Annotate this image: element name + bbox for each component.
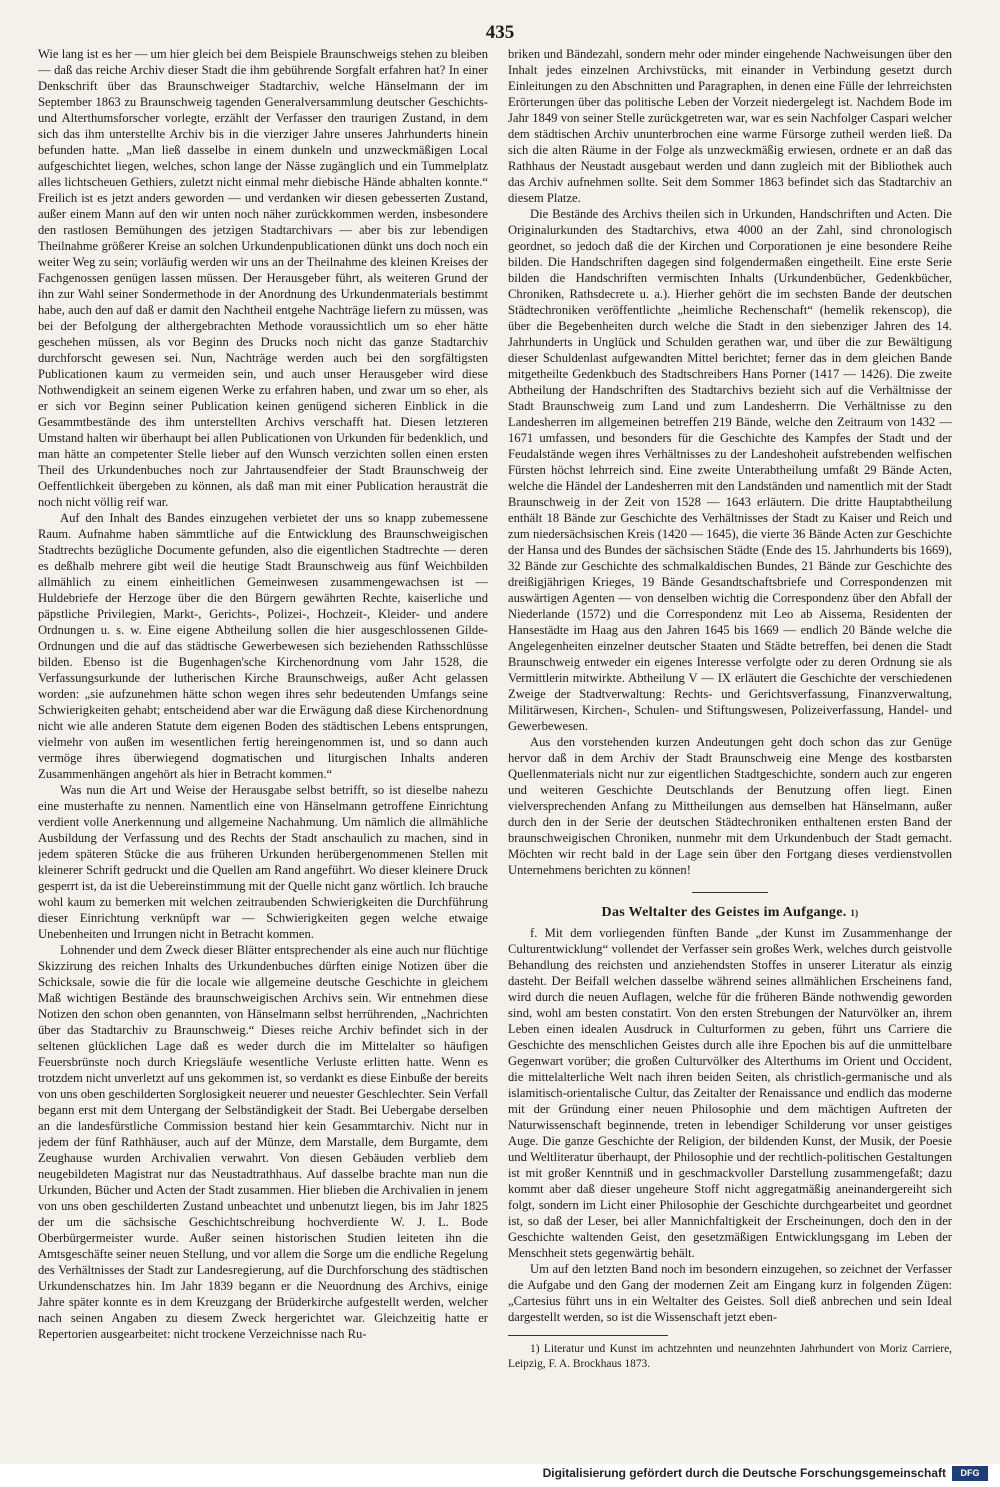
footnote-divider	[508, 1335, 668, 1336]
right-column	[508, 46, 952, 1431]
paragraph: Die Bestände des Archivs theilen sich in Urkunden, Handschriften und Acten. Die Originalurkunden des Stadtarchivs, etwa 4000 an der Zahl, sind chronologisch geordnet, so jedoch daß die der Kirchen und Corporationen je eine besondere Reihe bilden. Die Handschriften dagegen sind folgendermaßen eingetheilt. Eine erste Serie bilden die Handschriften vermischten Inhalts (Urkundenbücher, Gedenkbücher, Chroniken, Rathsdecrete u. a.). Hierher gehört die im sechsten Bande der deutschen Städtechroniken veröffentlichte „heimliche Rechenschaft“ (hemelik rekenscop), die über die Begebenheiten durch welche die Stadt in den siebenziger Jahren des 14. Jahrhunderts in Unglück und Schulden gerathen war, und über die zur Bewältigung dieser Schuldenlast aufgewandten Mittel berichtet; ferner das in dem gleichen Bande mitgetheilte Gedenkbuch des Stadtschreibers Hans Porner (1417 — 1426). Die zweite Abtheilung der Handschriften des Stadtarchivs bezieht sich auf die Verhältnisse der Stadt Braunschweig zum Land und zum Landesherrn. Die Verhältnisse zu den Landesherren im allgemeinen betreffen 219 Bände, welche den Zeitraum von 1432 — 1671 umfassen, und besonders für die Geschichte des Kampfes der Stadt und der Feudalstände wegen ihres Verhältnisses zu der Landeshoheit aufstrebenden welfischen Fürsten höchst lehrreich sind. Eine zweite Unterabtheilung umfaßt 29 Bände Acten, welche die Händel der Landesherren mit den Landständen und namentlich mit der Stadt Braunschweig in der Zeit von 1528 — 1643 erläutern. Die dritte Hauptabtheilung enthält 18 Bände zur Geschichte des Verhältnisses der Stadt zu Kaiser und Reich und zum niedersächsischen Kreis (1420 — 1645), die vierte 36 Bände Acten zur Geschichte der Hansa und des Bundes der sächsischen Städte (Ende des 15. Jahrhunderts bis 1669), 32 Bände zur Geschichte des schmalkaldischen Bundes, 21 Bände zur Geschichte des dreißigjährigen Krieges, 19 Bände Gesandtschaftsbriefe und Correspondenzen mit auswärtigen Agenten — von denselben wichtig die Correspondenz über den Abfall der Niederlande (1572) und die Correspondenz mit Leo ab Aissema, Residenten der Hansestädte im Haag aus den Jahren 1645 bis 1669 — endlich 20 Bände welche die Angelegenheiten einzelner deutscher Staaten und Städte betreffen, bei denen die Stadt Braunschweig entweder ein eigenes Interesse verfolgte oder zu deren Ordnung sie als Vermittlerin mitwirkte. Abtheilung V — IX erläutert die Geschichte der verschiedenen Zweige der Stadtverwaltung: Rechts- und Gerichtsverfassung, Finanzverwaltung, Militärwesen, Kirchen-, Schulen- und Stiftungswesen, Polizeiverfassung, Handel- und Gewerbewesen.	[508, 207, 952, 733]
paragraph: Lohnender und dem Zweck dieser Blätter entsprechender als eine auch nur flüchtige Skizzirung des reichen Inhalts des Urkundenbuches dürften einige Notizen über die Schicksale, sowie die für die locale wie allgemeine deutsche Geschichte in gleichem Maß wichtigen Bestände des braunschweigischen Archivs sein. Wir entnehmen diese Notizen den schon oben genannten, von Hänselmann selbst herrührenden, „Nachrichten über das Stadtarchiv zu Braunschweig.“ Dieses reiche Archiv befindet sich in der seltenen glücklichen Lage daß es weder durch die im Mittelalter so häufigen Feuersbrünste noch durch Kriegsläufe wesentliche Verluste erlitten hatte. Wenn es trotzdem nicht unverletzt auf uns gekommen ist, so verdankt es diese Einbuße der bereits von uns oben geschilderten Sorglosigkeit neuerer und neuester Geschlechter. Sein Verfall begann erst mit dem Untergang der Selbständigkeit der Stadt. Bei Uebergabe derselben an die landesfürstliche Commission bestand hier kein Gesammtarchiv. Nicht nur in jedem der fünf Rathhäuser, auch auf der Münze, dem Marstalle, dem Burgamte, dem Zeughause wurden Archivalien verwahrt. Von diesen Gebäuden verblieb dem neugebildeten Magistrat nur das Neustadtrathhaus. Auf dasselbe brachte man nun die Urkunden, Bücher und Acten der Stadt zusammen. Hier blieben die Archivalien in jenem von uns oben geschilderten Zustand unbeachtet und unbenutzt liegen, bis im Jahr 1825 der um die sächsische Geschichtschreibung hochverdiente W. J. L. Bode Oberbürgermeister wurde. Außer seinen historischen Studien leiteten ihn die Amtsgeschäfte seiner neuen Stellung, und vor allem die Sorge um die endliche Regelung des Verhältnisses der Stadt zur Landesregierung, auf die Durchforschung des städtischen Urkundenschatzes hin. Im Jahr 1839 begann er die Neuordnung des Archivs, einige Jahre später konnte es in dem Kreuzgang der Brüderkirche aufgestellt werden, welcher nach seinen Angaben zu diesem Zweck hergerichtet war. Gleichzeitig hatte er Repertorien ausgearbeitet: nicht trockene Verzeichnisse nach Ru-	[38, 943, 488, 1341]
paragraph: briken und Bändezahl, sondern mehr oder minder eingehende Nachweisungen über den Inhalt jedes einzelnen Archivstücks, mit einander in Verbindung gesetzt durch Einleitungen zu den Abschnitten und Paragraphen, in denen eine Fülle der lehrreichsten Erörterungen über das politische Leben der Vorzeit niedergelegt ist. Nachdem Bode im Jahr 1849 von seiner Stelle zurückgetreten war, war es sein Nachfolger Caspari welcher dem städtischen Archiv ununterbrochen eine warme Fürsorge zutheil werden ließ. Da sich die alten Räume in der Folge als unzweckmäßig erwiesen, ordnete er an daß das Rathhaus der Neustadt ausgebaut werden und dann zugleich mit der Bibliothek auch das Archiv aufnehmen sollte. Seit dem Sommer 1863 befindet sich das Stadtarchiv an diesem Platze.	[508, 47, 952, 205]
paragraph: Aus den vorstehenden kurzen Andeutungen geht doch schon das zur Genüge hervor daß in dem Archiv der Stadt Braunschweig eine Menge des kostbarsten Quellenmaterials nicht nur zur eigentlichen Stadtgeschichte, sondern auch zur engeren und weiteren Geschichte Deutschlands der Benutzung offen liegt. Einen vielversprechenden Anfang zu Mittheilungen aus demselben hat Hänselmann, außer durch den in der Serie der deutschen Städtechroniken enthaltenen ersten Band der braunschweigischen Chroniken, nunmehr mit dem Urkundenbuch der Stadt gemacht. Möchten wir recht bald in der Lage sein über den Fortgang dieses verdienstvollen Unternehmens berichten zu können!	[508, 735, 952, 877]
article-title-text: Das Weltalter des Geistes im Aufgange.	[601, 905, 847, 920]
paragraph: Was nun die Art und Weise der Herausgabe selbst betrifft, so ist dieselbe nahezu eine musterhafte zu nennen. Namentlich eine von Hänselmann getroffene Einrichtung verdient volle Anerkennung und allgemeine Nachahmung. Um nämlich die allmähliche Ausbildung der Verfassung und des Rechts der Stadt anschaulich zu machen, sind in jedem späteren Stücke die aus früheren Urkunden herübergenommenen Stellen mit kleinerer Schrift gedruckt und die Quellen am Rand angeführt. Wo dieser kleinere Druck gesperrt ist, da ist die Uebereinstimmung mit der Quelle nicht ganz wörtlich. Ich brauche wohl kaum zu bemerken mit welchen zeitraubenden Schwierigkeiten die Durchführung dieser Einrichtung verknüpft war — Schwierigkeiten gegen welche etwaige Unebenheiten und Irrungen nicht in Betracht kommen.	[38, 783, 488, 941]
dfg-logo-icon: DFG	[952, 1466, 988, 1481]
left-column	[38, 46, 488, 1431]
footnote-marker: 1)	[850, 908, 859, 918]
page-number: 435	[485, 22, 515, 43]
section-divider	[692, 892, 768, 893]
paragraph: Auf den Inhalt des Bandes einzugehen verbietet der uns so knapp zubemessene Raum. Aufnahme haben sämmtliche auf die Entwicklung des Braunschweigischen Stadtrechts bezügliche Documente gefunden, also die eigentlichen Stadtrechte — deren es deßhalb mehrere gibt weil die heutige Stadt Braunschweig aus fünf Weichbilden allmählich zu einem einheitlichen Gemeinwesen zusammengewachsen ist — Huldebriefe der Herzoge über die den Bürgern gewährten Rechte, kaiserliche und päpstliche Privilegien, Markt-, Gerichts-, Polizei-, Hochzeit-, Kleider- und andere Ordnungen u. s. w. Eine eigene Abtheilung sollen die hier ausgeschlossenen Gilde-Ordnungen und die auf das städtische Gewerbewesen sich beziehenden Rathsschlüsse bilden. Ebenso ist die Bugenhagen'sche Kirchenordnung vom Jahr 1528, die Verfassungsurkunde der lutherischen Kirche Braunschweigs, außer Acht gelassen worden: „sie aufzunehmen hätte schon wegen ihres sehr bedeutenden Umfangs seine Schwierigkeiten gehabt; entscheidend aber war die Erwägung daß diese Kirchenordnung nicht wie alle anderen Statute dem eigenen Boden des städtischen Lebens entsprungen, vielmehr von außen im wesentlichen fertig hereingenommen ist, und so dann auch vermöge ihres überwiegend dogmatischen und liturgischen Inhalts anderen Zusammenhängen angehört als hier in Betracht kommen.“	[38, 511, 488, 781]
paragraph: f. Mit dem vorliegenden fünften Bande „der Kunst im Zusammenhange der Culturentwicklung“ vollendet der Verfasser sein großes Werk, welches durch geistvolle Behandlung des reichsten und anziehendsten Stoffes in unserer Literatur als einzig dasteht. Der Beifall welchen dasselbe während seines allmählichen Erscheinens fand, wird durch die neuen Auflagen, welche für die früheren Bände nothwendig geworden sind, wohl am besten constatirt. Von den ersten Strebungen der Naturvölker an, ihrem Leben einen idealen Ausdruck in Culturformen zu geben, führt uns Carriere die Geschichte des menschlichen Geistes durch alle ihre Epochen bis auf die unmittelbare Gegenwart vorüber; die großen Culturvölker des Alterthums im Orient und Occident, die mittelalterliche Welt nach ihren beiden Seiten, als christlich-germanische und als islamitisch-orientalische Cultur, das Zeitalter der Renaissance und endlich das moderne mit der Gründung einer neuen Philosophie und dem mächtigen Auftreten der Naturwissenschaft beginnende, treten in lebendiger Schilderung vor unser geistiges Auge. Die ganze Geschichte der Religion, der bildenden Kunst, der Musik, der Poesie und Weltliteratur überhaupt, der Philosophie und der rechtlich-politischen Gestaltungen ist mit großer Kenntniß und in geschmackvoller Darstellung zusammengefaßt; dazu kommt aber daß dieser ungeheure Stoff nicht aggregatmäßig aneinandergereiht sich folgt, sondern im Licht einer Philosophie der Geschichte durchgearbeitet und geordnet ist, so daß der Leser, bei aller Mannichfaltigkeit der Erscheinungen, doch den in der Geschichte waltenden Geist, den gesetzmäßigen Entwicklungsgang im Leben der Menschheit stets gegenwärtig behält.	[508, 926, 952, 1260]
article-title	[508, 905, 952, 921]
footnote: 1) Literatur und Kunst im achtzehnten und neunzehnten Jahrhundert von Moriz Carriere, Leipzig, F. A. Brockhaus 1873.	[508, 1343, 952, 1370]
paragraph: Wie lang ist es her — um hier gleich bei dem Beispiele Braunschweigs stehen zu bleiben — daß das reiche Archiv dieser Stadt die ihm gebührende Sorgfalt erfahren hat? In einer Denkschrift über das Braunschweiger Stadtarchiv, welche Hänselmann der im September 1863 zu Braunschweig tagenden Generalversammlung deutscher Geschichts- und Alterthumsforscher vorlegte, erzählt der Verfasser den traurigen Zustand, in dem sich das ihm unterstellte Archiv bis in die vierziger Jahre unseres Jahrhunderts hinein befunden hatte. „Man ließ dasselbe in einem dunkeln und unzweckmäßigen Local aufgeschichtet liegen, welches, schon lange der Nässe zugänglich und ein Tummelplatz alles lichtscheuen Gethiers, zuletzt nicht einmal mehr diebische Hände abhalten konnte.“ Freilich ist es jetzt anders geworden — und verdanken wir diesen gebesserten Zustand, außer einem Mann auf den wir unten noch näher zurückkommen werden, insbesondere den rastlosen Bemühungen des jetzigen Stadtarchivars — aber bis zur lebendigen Theilnahme größerer Kreise an solchen Urkundenpublicationen dünkt uns doch noch ein weiter Weg zu sein; vorläufig werden wir uns an der Theilnahme des kleinen Kreises der Fachgenossen genügen lassen müssen. Der Herausgeber führt, als weiteren Grund der ihn zur Wahl seiner Sondermethode in der Anordnung des Urkundenmaterials bestimmt habe, auch den auf daß er damit den Nachtheil entgehe Nachträge liefern zu müssen, was bei der Befolgung der althergebrachten Methode voraussichtlich um so eher hätte geschehen müssen, als vor Beginn des Drucks noch nicht das ganze Stadtarchiv durchforscht gewesen sei. Nun, Nachträge werden auch bei den sorgfältigsten Publicationen kaum zu vermeiden sein, und auch unser Herausgeber wird diese Nothwendigkeit an seinem eigenen Werke zu erfahren haben, und zwar um so eher, als er sich vor Beginn seiner Publication keinen genügend sicheren Einblick in die Gesammtbestände des ihm unterstellten Archivs verschafft hat. Diesen letzteren Umstand halten wir überhaupt bei allen Publicationen von Urkunden für bedenklich, und man hätte an competenter Stelle lieber auf den Wunsch verzichten sollen einen ersten Theil des Urkundenbuches noch zur Jahrtausendfeier der Stadt Braunschweig der Oeffentlichkeit übergeben zu können, als daß man mit einer Publication herausträt die noch nicht völlig reif war.	[38, 47, 488, 509]
funding-credit: Digitalisierung gefördert durch die Deutsche Forschungsgemeinschaft	[542, 1466, 946, 1480]
paragraph: Um auf den letzten Band noch im besondern einzugehen, so zeichnet der Verfasser die Aufgabe und den Gang der modernen Zeit am Eingang kurz in folgenden Zügen: „Cartesius führt uns in ein Weltalter des Geistes. Soll dieß anbrechen und sein Ideal dargestellt werden, so ist die Wissenschaft jetzt eben-	[508, 1262, 952, 1324]
